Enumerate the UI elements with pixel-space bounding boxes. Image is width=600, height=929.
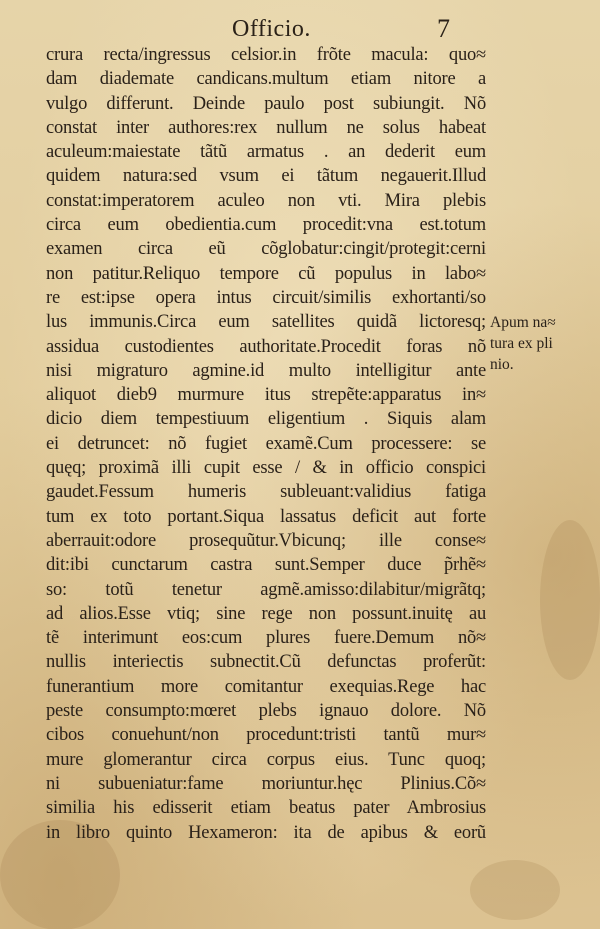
text-line: quęq; proximã illi cupit esse / & in officio conspici xyxy=(46,458,486,479)
text-line: dam diademate candicans.multum etiam nitore a xyxy=(46,69,486,90)
marginal-note-line: nio. xyxy=(490,356,514,373)
main-text-block xyxy=(46,43,486,845)
text-line: aliquot dieb9 murmure itus strepẽte:apparatus in≈ xyxy=(46,385,486,406)
page-header xyxy=(0,14,600,44)
text-line: vulgo differunt. Deinde paulo post subiungit. Nõ xyxy=(46,93,486,114)
text-line: quidem natura:sed vsum ei tãtum negauerit.Illud xyxy=(46,166,486,187)
text-line: dicio diem tempestiuum eligentium . Siquis alam xyxy=(46,409,486,430)
text-line: gaudet.Fessum humeris subleuant:validius fatiga xyxy=(46,482,486,503)
text-line: constat inter authores:rex nullum ne solus habeat xyxy=(46,117,486,138)
page-number: 7 xyxy=(437,14,450,43)
text-line: circa eum obedientia.cum procedit:vna est.totum xyxy=(46,215,486,236)
text-line: examen circa eũ cõglobatur:cingit/protegit:cerni xyxy=(46,239,486,260)
paper-stain xyxy=(470,860,560,920)
text-line: re est:ipse opera intus circuit/similis exhortanti/so xyxy=(46,287,486,308)
text-line: tẽ interimunt eos:cum plures fuere.Demum nõ≈ xyxy=(46,628,486,649)
marginal-note-line: Apum na≈ xyxy=(490,314,556,331)
text-line: dit:ibi cunctarum castra sunt.Semper duce p̃rhẽ≈ xyxy=(46,555,486,576)
text-line: nisi migraturo agmine.id multo intelligitur ante xyxy=(46,360,486,381)
marginal-note-line: tura ex pli xyxy=(490,335,553,352)
running-head: Officio. xyxy=(232,16,311,42)
text-line: ni subueniatur:fame moriuntur.hęc Plinius.Cõ≈ xyxy=(46,773,486,794)
text-line: nullis interiectis subnectit.Cũ defunctas proferũt: xyxy=(46,652,486,673)
text-line: non patitur.Reliquo tempore cũ populus in labo≈ xyxy=(46,263,486,284)
text-line: lus immunis.Circa eum satellites quidã lictoresq; xyxy=(46,312,486,333)
text-line: tum ex toto portant.Siqua lassatus deficit aut forte xyxy=(46,506,486,527)
paper-stain xyxy=(540,520,600,680)
text-line: similia his edisserit etiam beatus pater Ambrosius xyxy=(46,798,486,819)
text-line: so: totũ tenetur agmẽ.amisso:dilabitur/migrãtq; xyxy=(46,579,486,600)
text-line: crura recta/ingressus celsior.in frõte macula: quo≈ xyxy=(46,45,486,65)
text-line: ei detruncet: nõ fugiet examẽ.Cum processere: se xyxy=(46,433,486,454)
text-line: funerantium more comitantur exequias.Rege hac xyxy=(46,676,486,697)
text-line: aculeum:maiestate tãtũ armatus . an dederit eum xyxy=(46,142,486,163)
text-line: peste consumpto:mœret plebs ignauo dolore. Nõ xyxy=(46,701,486,722)
text-line: aberrauit:odore prosequũtur.Vbicunq; ille conse≈ xyxy=(46,530,486,551)
text-line: mure glomerantur circa corpus eius. Tunc quoq; xyxy=(46,749,486,770)
text-line: constat:imperatorem aculeo non vti. Mira plebis xyxy=(46,190,486,211)
marginal-note xyxy=(490,312,590,375)
text-line: in libro quinto Hexameron: ita de apibus & eorũ xyxy=(46,822,486,843)
text-line: assidua custodientes authoritate.Procedit foras nõ xyxy=(46,336,486,357)
text-line: cibos conuehunt/non procedunt:tristi tantũ mur≈ xyxy=(46,725,486,746)
text-line: ad alios.Esse vtiq; sine rege non possunt.inuitę au xyxy=(46,603,486,624)
